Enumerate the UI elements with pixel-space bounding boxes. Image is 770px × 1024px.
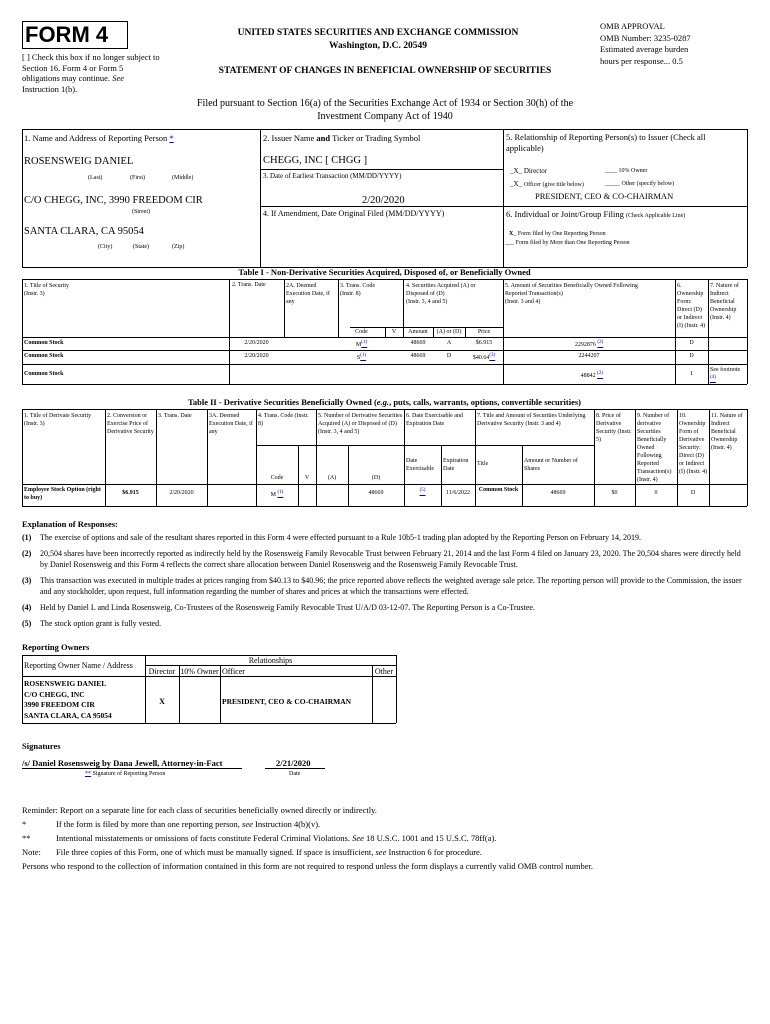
rule: [22, 129, 23, 267]
t2-row-und-title: Common Stock: [478, 487, 519, 493]
last-label: (Last): [88, 175, 103, 181]
t1-row-form: D: [689, 340, 694, 346]
explanation-title: Explanation of Responses:: [22, 519, 118, 529]
omb-approval: [600, 21, 760, 67]
t1-row-amount: 48669: [410, 353, 426, 359]
t2-h4: 4. Trans. Code (Instr. 8): [258, 413, 309, 427]
dstar-note: ** Intentional misstatements or omissions of facts constitute Federal Criminal Violations. See 18 U.S.C. 1001 and 15 U.S.C. 78ff(a).: [22, 833, 497, 843]
t2-row-code: M $^{(1)}$: [270, 490, 284, 498]
rule: [503, 206, 747, 207]
rule: [522, 445, 523, 506]
t2-row-form: D: [690, 490, 696, 496]
signature-star-link[interactable]: **: [85, 771, 91, 777]
owners-col-director: Director: [148, 667, 176, 676]
box3-label: 3. Date of Earliest Transaction (MM/DD/YYYY): [263, 172, 402, 180]
rule: [207, 409, 208, 506]
rule: [145, 655, 146, 723]
checkbox-note-line: [ ] Check this box if no longer subject to: [22, 52, 160, 62]
explanation-item: (1) The exercise of options and sale of the resultant shares reported in this Form 4 were effected pursuant to a Rule 10b5-1 trading plan adopted by the Reporting Person on February 14, 2019.: [22, 533, 642, 542]
street-label: (Street): [132, 209, 150, 215]
rule: [396, 655, 397, 723]
owner-director: X: [159, 697, 165, 706]
t1-row-form: D: [689, 353, 694, 359]
rule: [260, 129, 261, 267]
omb-line: Estimated average burden: [600, 44, 689, 54]
t1-h3: 3. Trans. Code (Instr. 8): [340, 283, 376, 297]
more-person-line: ___ Form filed by More than One Reporting Person: [505, 240, 630, 246]
state-label: (State): [133, 244, 149, 250]
rule: [675, 279, 676, 384]
footnote-link[interactable]: (3): [489, 353, 496, 358]
box2-label: 2. Issuer Name and Ticker or Trading Symbol: [263, 133, 421, 143]
owners-col-other: Other: [374, 667, 394, 676]
t1-row-price: $6.915: [475, 340, 493, 346]
agency-name: UNITED STATES SECURITIES AND EXCHANGE COMMISSION: [237, 28, 519, 38]
rule: [229, 279, 230, 384]
owners-col-name: Reporting Owner Name / Address: [24, 661, 133, 670]
t1-row-title: Common Stock: [24, 371, 64, 377]
t1-row-date: 2/20/2020: [244, 353, 269, 359]
checkbox-note-line: Section 16. Form 4 or Form 5: [22, 62, 124, 73]
t1-row-form: I: [690, 371, 693, 377]
persons-note: Persons who respond to the collection of information contained in this form are not required to respond unless the form displays a currently valid OMB control number.: [22, 861, 594, 871]
checkbox-note-line: Instruction 1(b).: [22, 83, 78, 94]
rule: [22, 655, 23, 723]
t2-sub-code: Code: [270, 475, 284, 481]
t2-h9: 9. Number of derivative Securities Beneficially Owned Following Reported Transaction(s) (Instr. 4): [637, 413, 672, 483]
t1-h5: 5. Amount of Securities Beneficially Owned Following Reported Transaction(s) (Instr. 3 and 4): [505, 283, 638, 305]
footnote-link[interactable]: (5): [419, 488, 426, 493]
t1-row-aord: D: [446, 353, 452, 359]
signature-date: 2/21/2020: [276, 758, 311, 768]
rule: [22, 723, 396, 724]
rule: [747, 129, 748, 267]
zip-label: (Zip): [172, 244, 185, 250]
form-title: FORM 4: [25, 22, 109, 47]
t2-sub-d: (D): [371, 475, 381, 481]
t2-sub-title: Title: [477, 461, 489, 467]
rule: [22, 279, 747, 280]
signatures-title: Signatures: [22, 741, 61, 751]
t1-sub-code: Code: [355, 329, 368, 335]
rule: [503, 129, 504, 267]
footnote-link[interactable]: (1): [360, 353, 367, 358]
t1-row-amount: 48669: [410, 340, 426, 346]
footnote-link[interactable]: (2): [597, 340, 604, 345]
earliest-date: 2/20/2020: [362, 195, 405, 206]
t1-h7: 7. Nature of Indirect Beneficial Ownership (Instr. 4): [710, 283, 739, 321]
omb-line: OMB APPROVAL: [600, 21, 665, 31]
rule: [22, 484, 747, 485]
checkbox-note-line: obligations may continue. See: [22, 73, 124, 83]
t2-row-exer: [404, 488, 441, 496]
t2-row-price: $6.915: [122, 490, 139, 496]
explanation-item: (4) Held by Daniel L and Linda Rosensweig, Co-Trustees of the Rosensweig Family Revocable Trust U/A/D 03-12-07. The Reporting Person is a Co-Trustee.: [22, 603, 535, 612]
t1-h2: 2. Trans. Date: [232, 282, 266, 288]
explanation-item: (2) 20,504 shares have been incorrectly reported as indirectly held by the Rosensweig Family Revocable Trust between February 21, 2014 and the last Form 4 filed on January 23, 2020. The 20,504 shares were directly held by Daniel Rosensweig and this Form 4 reflects the correct share allocation between Daniel Rosensweig and the Rosensweig Family Revocable Trust.: [22, 549, 741, 569]
explanation-item: (3) This transaction was executed in multiple trades at prices ranging from $40.13 to $40.96; the price reported above reflects the weighted average sale price. The reporting person will provide to the Commission, the issuer and any stockholder, upon request, full information regarding the number of shares and prices at which the transactions were effected.: [22, 576, 742, 596]
t2-row-exp: 11/6/2022: [445, 490, 471, 496]
rule: [220, 665, 221, 723]
t2-h7: 7. Title and Amount of Securities Underlying Derivative Security (Instr. 3 and 4): [477, 413, 586, 427]
filed-pursuant: [150, 97, 620, 123]
rule: [22, 337, 747, 338]
signature-label: ** Signature of Reporting Person: [85, 771, 166, 777]
owner-address: ROSENSWEIG DANIEL C/O CHEGG, INC 3990 FREEDOM CIR SANTA CLARA, CA 95054: [24, 679, 112, 720]
t2-row-der-price: $0: [611, 490, 618, 496]
form-title-box: [22, 21, 128, 49]
t2-h3: 3. Trans. Date: [158, 413, 192, 419]
rule: [256, 445, 594, 446]
rule: [22, 676, 396, 677]
box5-label: 5. Relationship of Reporting Person(s) to Issuer (Check all applicable): [506, 132, 706, 153]
rule: [265, 768, 325, 769]
t1-sub-aord: (A) or (D): [436, 329, 462, 335]
footnote-link[interactable]: (1): [361, 340, 368, 345]
rule: [316, 409, 317, 506]
rule: [22, 364, 747, 365]
t1-row-nature: See footnote $^{(4)}$: [710, 366, 747, 384]
rule: [747, 279, 748, 384]
t1-row-owned: 2292876 $^{(2)}$: [574, 340, 604, 348]
t2-sub-amt: Amount or Number of Shares: [524, 458, 578, 472]
footnote-link[interactable]: (4): [710, 375, 716, 380]
t2-h6: 6. Date Exercisable and Expiration Date: [406, 413, 463, 427]
rule: [22, 506, 747, 507]
omb-line: hours per response... 0.5: [600, 55, 683, 66]
rule: [260, 169, 503, 170]
issuer-name: CHEGG, INC [ CHGG ]: [263, 155, 368, 166]
t1-row-title: Common Stock: [24, 353, 64, 359]
t1-h4: 4. Securities Acquired (A) or Disposed of (D) (Instr. 3, 4 and 5): [406, 283, 476, 305]
rule: [22, 768, 242, 769]
one-person-line: X_ Form filed by One Reporting Person: [509, 231, 606, 237]
t1-sub-amount: Amount: [408, 329, 428, 335]
date-label: Date: [289, 771, 301, 777]
t2-sub-v: V: [304, 475, 310, 481]
t1-row-title: Common Stock: [24, 340, 64, 346]
t2-h2: 2. Conversion or Exercise Price of Derivative Security: [107, 413, 154, 435]
t2-sub-a: (A): [327, 475, 337, 481]
t1-h6: 6. Ownership Form: Direct (D) or Indirect (I) (Instr. 4): [677, 283, 706, 329]
t2-h11: 11. Nature of Indirect Beneficial Ownership (Instr. 4): [711, 413, 743, 451]
rule: [22, 409, 23, 506]
star-note: * If the form is filed by more than one reporting person, see Instruction 4(b)(v).: [22, 819, 321, 829]
tenpct-check: ____ 10% Owner: [605, 168, 648, 174]
footer-notes: [22, 803, 747, 873]
city-label: (City): [98, 244, 113, 250]
explanation-list: [22, 532, 747, 629]
rule: [441, 445, 442, 506]
filed-line: Filed pursuant to Section 16(a) of the Securities Exchange Act of 1934 or Section 30(h) of the: [196, 98, 574, 109]
explanation-item: (5) The stock option grant is fully vested.: [22, 619, 162, 628]
rule: [709, 409, 710, 506]
t2-h10: 10. Ownership Form of Derivative Security: Direct (D) or Indirect (I) (Instr. 4): [679, 413, 708, 475]
reporting-name: ROSENSWEIG DANIEL: [24, 156, 134, 167]
t1-row-code: $S^{(1)}$: [356, 353, 367, 361]
owners-col-rel: Relationships: [248, 656, 293, 665]
t1-row-owned: 48842 $^{(2)}$: [580, 371, 603, 379]
rule: [284, 279, 285, 337]
t2-row-owned: 0: [654, 490, 658, 496]
box1-label: 1. Name and Address of Reporting Person *: [24, 133, 174, 143]
owners-col-tenpct: 10% Owner: [180, 667, 219, 676]
agency-city: Washington, D.C. 20549: [329, 41, 427, 51]
rule: [503, 279, 504, 384]
reminder: Reminder: Report on a separate line for each class of securities beneficially owned directly or indirectly.: [22, 805, 377, 815]
table2-title: Table II - Derivative Securities Beneficially Owned (e.g., puts, calls, warrants, options, convertible securities): [187, 397, 582, 407]
middle-label: (Middle): [172, 175, 194, 181]
rule: [708, 279, 709, 384]
box4-label: 4. If Amendment, Date Original Filed (MM/DD/YYYY): [263, 209, 445, 218]
rule: [145, 665, 396, 666]
t1-h2a: 2A. Deemed Execution Date, if any: [286, 283, 330, 305]
rule: [260, 206, 503, 207]
table1-title: Table I - Non-Derivative Securities Acquired, Disposed of, or Beneficially Owned: [238, 267, 531, 277]
t1-row-owned: 2244207: [578, 353, 600, 359]
signature-text: /s/ Daniel Rosensweig by Dana Jewell, Attorney-in-Fact: [22, 758, 223, 768]
t1-sub-v: V: [391, 329, 397, 335]
t2-h1: 1. Title of Derivate Security (Instr. 3): [24, 413, 92, 427]
rule: [22, 279, 23, 384]
t2-sub-exp: Expiration Date: [443, 458, 469, 472]
t2-h8: 8. Price of Derivative Security (Instr. 5): [596, 413, 632, 443]
t2-row-title: Employee Stock Option (right to buy): [24, 487, 101, 501]
omb-line: OMB Number: 3235-0287: [600, 32, 691, 43]
director-check: _X_ Director: [510, 167, 548, 175]
rule: [22, 409, 747, 410]
t2-sub-exer: Date Exercisable: [406, 458, 434, 472]
rule: [22, 350, 747, 351]
rule: [22, 384, 747, 385]
owners-title: Reporting Owners: [22, 642, 90, 652]
t1-row-aord: A: [446, 340, 452, 346]
t1-row-code: $M^{(1)}$: [355, 340, 368, 348]
t2-h3a: 3A. Deemed Execution Date, if any: [209, 413, 253, 435]
officer-check: _X_ Officer (give title below): [510, 180, 584, 188]
checkbox-note: [22, 52, 172, 94]
t2-row-date: 2/20/2020: [169, 490, 194, 496]
t1-row-price: $40.64$^{(3)}$: [472, 353, 496, 361]
filed-line: Investment Company Act of 1940: [317, 111, 453, 122]
footnote-link[interactable]: (1): [277, 490, 284, 495]
rule: [747, 409, 748, 506]
t1-sub-price: Price: [477, 329, 491, 335]
footnote-link[interactable]: (2): [597, 371, 603, 376]
owner-officer: PRESIDENT, CEO & CO-CHAIRMAN: [222, 697, 352, 706]
note: Note: File three copies of this Form, one of which must be manually signed. If space is insufficient, see Instruction 6 for procedure.: [22, 847, 482, 857]
box1-star-link[interactable]: *: [169, 133, 174, 143]
other-check: _____ Other (specify below): [605, 181, 675, 187]
t1-h1: 1. Title of Security (Instr. 3): [24, 283, 70, 297]
t2-h5: 5. Number of Derivative Securities Acquired (A) or Disposed of (D) (Instr. 3, 4 and 5): [318, 413, 403, 435]
t2-row-und-amt: 48669: [550, 490, 566, 496]
first-label: (First): [130, 175, 145, 181]
rule: [22, 129, 747, 130]
t1-row-date: 2/20/2020: [244, 340, 269, 346]
reporting-city: SANTA CLARA, CA 95054: [24, 226, 144, 237]
t2-row-d: 48669: [368, 490, 384, 496]
rule: [350, 327, 503, 328]
officer-title: PRESIDENT, CEO & CO-CHAIRMAN: [535, 191, 674, 201]
reporting-street: C/O CHEGG, INC, 3990 FREEDOM CIR: [24, 195, 203, 206]
statement-title: STATEMENT OF CHANGES IN BENEFICIAL OWNERSHIP OF SECURITIES: [218, 66, 552, 76]
owners-col-officer: Officer: [222, 667, 245, 676]
box6-label: 6. Individual or Joint/Group Filing (Check Applicable Line): [506, 209, 686, 219]
